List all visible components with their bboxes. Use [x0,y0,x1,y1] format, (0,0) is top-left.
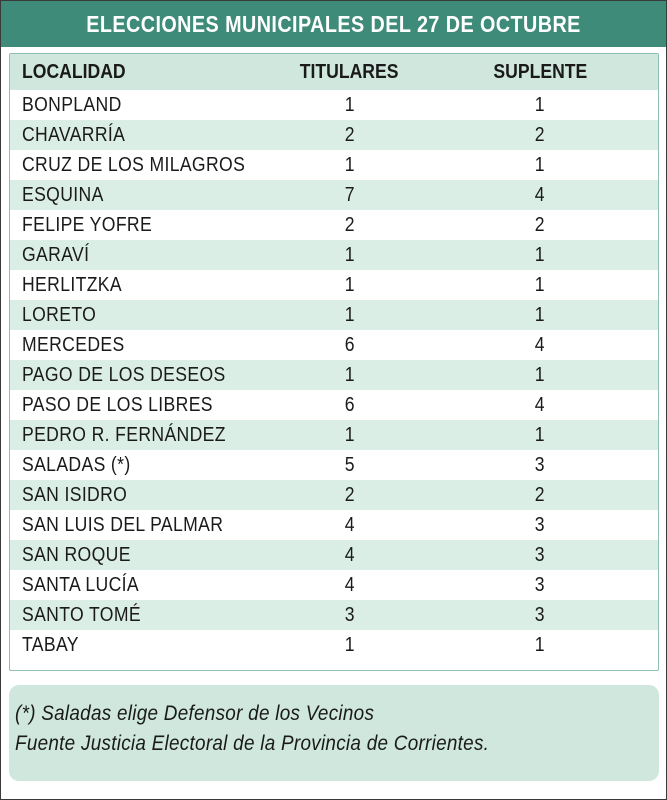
cell-titulares: 1 [344,303,355,326]
cell-localidad: SANTA LUCÍA [22,573,140,596]
cell-localidad: HERLITZKA [22,273,122,296]
table-row [10,540,658,570]
cell-titulares: 2 [344,123,355,146]
cell-suplente: 3 [534,573,546,596]
cell-localidad: PEDRO R. FERNÁNDEZ [22,423,226,446]
cell-localidad: PASO DE LOS LIBRES [22,393,213,416]
cell-suplente: 4 [534,393,546,416]
cell-localidad: FELIPE YOFRE [22,213,153,236]
cell-localidad: CRUZ DE LOS MILAGROS [22,153,246,176]
table-row [10,90,658,120]
table-row [10,210,658,240]
table-row [10,480,658,510]
cell-localidad: MERCEDES [22,333,125,356]
cell-suplente: 2 [534,123,546,146]
cell-titulares: 4 [344,573,355,596]
cell-suplente: 1 [534,93,546,116]
cell-localidad: LORETO [22,303,97,326]
column-header-titulares: TITULARES [300,60,399,83]
table-row [10,240,658,270]
cell-localidad: SALADAS (*) [22,453,131,476]
cell-titulares: 1 [344,273,355,296]
cell-suplente: 1 [534,243,546,266]
cell-localidad: SAN ISIDRO [22,483,128,506]
cell-titulares: 3 [344,603,355,626]
cell-localidad: SAN LUIS DEL PALMAR [22,513,224,536]
cell-titulares: 7 [344,183,355,206]
cell-suplente: 1 [534,303,546,326]
cell-suplente: 4 [534,333,546,356]
table-row [10,630,658,660]
cell-localidad: PAGO DE LOS DESEOS [22,363,226,386]
page-title: ELECCIONES MUNICIPALES DEL 27 DE OCTUBRE [86,10,581,37]
footnote-line-2: Fuente Justicia Electoral de la Provincia de Corrientes. [15,732,490,755]
column-header-localidad: LOCALIDAD [22,60,126,83]
cell-localidad: GARAVÍ [22,243,90,266]
table-row [10,180,658,210]
table-header [10,54,658,90]
table-row [10,420,658,450]
cell-suplente: 3 [534,543,546,566]
cell-suplente: 3 [534,453,546,476]
cell-suplente: 4 [534,183,546,206]
cell-titulares: 4 [344,513,355,536]
cell-titulares: 1 [344,153,355,176]
table-body [10,90,658,660]
cell-titulares: 1 [344,423,355,446]
footnote-box [9,685,659,781]
cell-suplente: 1 [534,363,546,386]
cell-titulares: 6 [344,333,355,356]
cell-titulares: 1 [344,363,355,386]
cell-titulares: 5 [344,453,355,476]
cell-localidad: TABAY [22,633,79,656]
table-row [10,120,658,150]
title-bar [1,1,666,47]
cell-localidad: BONPLAND [22,93,122,116]
column-header-suplente: SUPLENTE [493,60,587,83]
cell-titulares: 2 [344,213,355,236]
cell-suplente: 3 [534,603,546,626]
cell-titulares: 1 [344,243,355,266]
cell-suplente: 2 [534,213,546,236]
cell-suplente: 1 [534,273,546,296]
cell-localidad: SANTO TOMÉ [22,603,141,626]
table-row [10,300,658,330]
cell-localidad: CHAVARRÍA [22,123,126,146]
table-container [9,53,659,671]
table-row [10,270,658,300]
cell-suplente: 1 [534,153,546,176]
table-row [10,360,658,390]
cell-titulares: 6 [344,393,355,416]
results-table [10,54,658,660]
table-header-row [10,54,658,90]
cell-localidad: ESQUINA [22,183,104,206]
footnote-line-1: (*) Saladas elige Defensor de los Vecinos [15,702,375,725]
table-row [10,330,658,360]
table-row [10,390,658,420]
cell-titulares: 4 [344,543,355,566]
cell-suplente: 1 [534,633,546,656]
cell-suplente: 2 [534,483,546,506]
cell-titulares: 2 [344,483,355,506]
cell-suplente: 3 [534,513,546,536]
cell-suplente: 1 [534,423,546,446]
cell-titulares: 1 [344,93,355,116]
table-row [10,510,658,540]
table-row [10,570,658,600]
table-row [10,450,658,480]
table-row [10,150,658,180]
cell-localidad: SAN ROQUE [22,543,131,566]
table-row [10,600,658,630]
cell-titulares: 1 [344,633,355,656]
